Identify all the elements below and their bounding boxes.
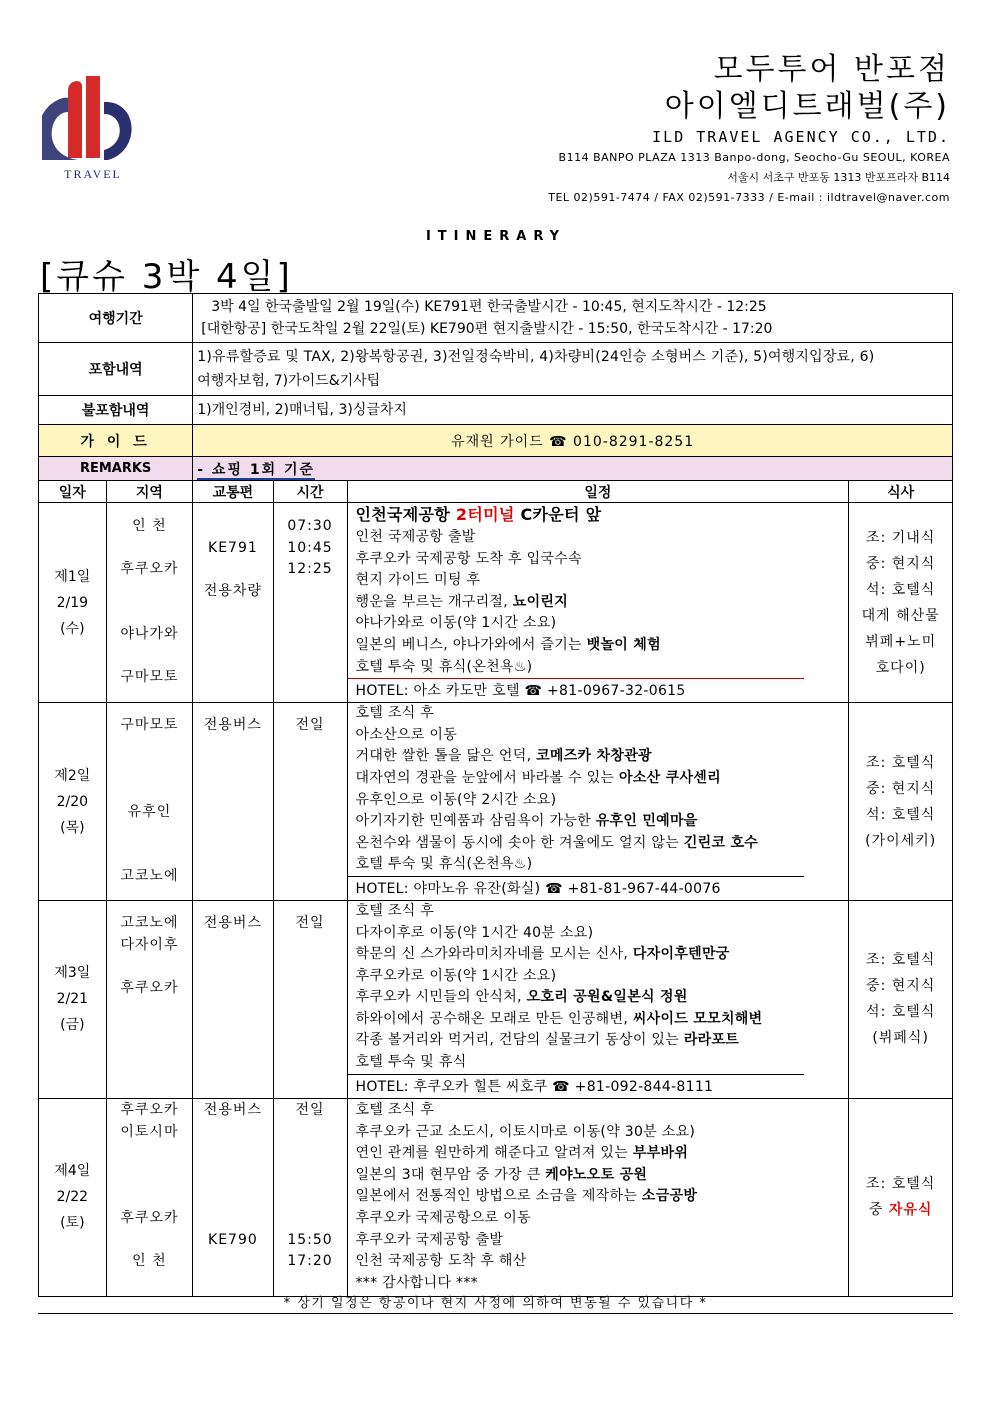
region-text: 다자이후 xyxy=(120,936,179,953)
guide-row xyxy=(39,425,953,457)
region-text xyxy=(107,1064,193,1086)
transport-cell xyxy=(193,900,273,1098)
schedule-line xyxy=(348,987,849,1009)
schedule-line xyxy=(348,1122,849,1144)
itinerary-table xyxy=(38,293,953,1297)
remarks-row xyxy=(39,457,953,481)
exclude-row xyxy=(39,396,953,425)
time-text xyxy=(274,802,347,824)
region-text: 구마모토 xyxy=(120,717,179,734)
time-text xyxy=(274,1143,347,1165)
transport-text xyxy=(193,956,272,978)
schedule-text: 야나가와로 이동(약 1시간 소요) xyxy=(355,615,557,632)
transport-cell xyxy=(193,703,273,901)
branch-name: 모두투어 반포점 xyxy=(713,52,950,87)
time-text xyxy=(274,1186,347,1208)
schedule-text: 후쿠오카 국제공항으로 이동 xyxy=(355,1209,531,1226)
schedule-text: 학문의 신 스가와라미치자네를 모시는 신사, xyxy=(355,946,633,963)
schedule-text: 호텔 투숙 및 휴식(온천욕♨) xyxy=(355,658,533,675)
schedule-text: 온천수와 샘물이 동시에 솟아 한 겨울에도 얼지 않는 xyxy=(355,834,684,851)
meal-text: 중 xyxy=(868,1202,889,1219)
transport-text xyxy=(193,559,272,581)
transport-text xyxy=(193,1186,272,1208)
meal-cell xyxy=(849,703,953,901)
meal-cell xyxy=(849,900,953,1098)
schedule-line xyxy=(348,944,849,966)
transport-text xyxy=(193,737,272,759)
schedule-text: 후쿠오카로 이동(약 1시간 소요) xyxy=(355,967,557,984)
exclude-label: 불포함내역 xyxy=(39,396,193,425)
day-weekday: (금) xyxy=(60,1017,85,1034)
day-weekday: (토) xyxy=(60,1215,85,1232)
schedule-cell xyxy=(347,1098,849,1296)
time-text: 12:25 xyxy=(287,561,333,578)
schedule-highlight: 2터미널 xyxy=(455,505,515,524)
day-label: 제3일 xyxy=(54,965,91,982)
schedule-line xyxy=(348,570,849,592)
transport-text xyxy=(193,603,272,625)
region-text xyxy=(107,1230,193,1252)
region-text xyxy=(107,1143,193,1165)
transport-text xyxy=(193,1122,272,1144)
day-row xyxy=(39,703,953,901)
contact-line: TEL 02)591-7474 / FAX 02)591-7333 / E-mail : ildtravel@naver.com xyxy=(548,191,950,204)
schedule-text: *** 감사합니다 *** xyxy=(355,1274,478,1291)
include-line-1: 1)유류할증료 및 TAX, 2)왕복항공권, 3)전일정숙박비, 4)차량비(24인승 소형버스 기준), 5)여행지입장료, 6) xyxy=(197,349,875,365)
schedule-line xyxy=(348,1230,849,1252)
meal-text: (뷔페식) xyxy=(872,1030,929,1047)
schedule-text: 행운을 부르는 개구리절, xyxy=(355,593,513,610)
company-name-en: ILD TRAVEL AGENCY CO., LTD. xyxy=(652,128,950,146)
schedule-line xyxy=(348,854,849,876)
time-text xyxy=(274,1064,347,1086)
meal-cell xyxy=(849,1098,953,1296)
region-text xyxy=(107,758,193,780)
guide-text: 유재원 가이드 ☎ 010-8291-8251 xyxy=(193,425,953,457)
column-header-row xyxy=(39,481,953,503)
schedule-text: 각종 볼거리와 먹거리, 건담의 실물크기 동상이 있는 xyxy=(355,1032,684,1049)
region-text xyxy=(107,737,193,759)
day-date-cell xyxy=(39,900,107,1098)
remarks-text: - 쇼핑 1회 기준 xyxy=(197,461,316,478)
region-text xyxy=(107,1186,193,1208)
region-text xyxy=(107,603,193,625)
time-text xyxy=(274,1042,347,1064)
schedule-line xyxy=(348,1165,849,1187)
day-date: 2/19 xyxy=(56,594,89,611)
schedule-text: 유후인으로 이동(약 2시간 소요) xyxy=(355,791,557,808)
transport-text xyxy=(193,823,272,845)
transport-text xyxy=(193,978,272,1000)
schedule-line xyxy=(348,527,849,549)
day-label: 제4일 xyxy=(54,1163,91,1180)
time-cell xyxy=(273,703,347,901)
time-text xyxy=(274,1122,347,1144)
guide-label: 가 이 드 xyxy=(39,425,193,457)
schedule-line xyxy=(348,1052,849,1074)
region-cell xyxy=(106,1098,193,1296)
time-text xyxy=(274,1208,347,1230)
transport-text xyxy=(193,935,272,957)
transport-text xyxy=(193,667,272,689)
remarks-label: REMARKS xyxy=(39,457,193,481)
period-line-1: 3박 4일 한국출발일 2월 19일(수) KE791편 한국출발시간 - 10:45, 현지도착시간 - 12:25 xyxy=(211,299,767,315)
schedule-bold: 아소산 쿠사센리 xyxy=(619,769,721,786)
schedule-text: 아기자기한 민예품과 삼림욕이 가능한 xyxy=(355,813,596,830)
include-line-2: 여행자보험, 7)가이드&기사팁 xyxy=(197,373,381,389)
schedule-line xyxy=(348,635,849,657)
schedule-bold: 유후인 민예마을 xyxy=(595,813,698,830)
schedule-line xyxy=(348,592,849,614)
time-text: 전일 xyxy=(295,717,325,734)
schedule-text: 인천 국제공항 출발 xyxy=(355,529,476,545)
meal-text: 중: 현지식 xyxy=(866,978,936,995)
day-weekday: (수) xyxy=(60,620,85,637)
schedule-line xyxy=(348,613,849,635)
region-text: 후쿠오카 xyxy=(120,561,179,578)
schedule-text: 호텔 조식 후 xyxy=(355,902,435,919)
region-text: 구마모토 xyxy=(120,669,179,686)
transport-text: 전용버스 xyxy=(203,914,262,931)
schedule-line xyxy=(348,503,849,527)
meal-text: 조: 호텔식 xyxy=(866,1176,936,1193)
transport-text: KE790 xyxy=(208,1231,258,1248)
meal-text: 뷔페+노미 xyxy=(865,633,937,650)
meal-text: (가이세키) xyxy=(865,832,937,849)
schedule-bold: 오호리 공원&일본식 정원 xyxy=(526,989,688,1006)
time-text xyxy=(274,1021,347,1043)
schedule-bold: 소금공방 xyxy=(641,1188,698,1205)
day-label: 제1일 xyxy=(54,568,91,585)
time-text xyxy=(274,956,347,978)
region-text xyxy=(107,999,193,1021)
period-line-2: [대한항공] 한국도착일 2월 22일(토) KE790편 현지출발시간 - 15:50, 한국도착시간 - 17:20 xyxy=(201,321,773,337)
schedule-line xyxy=(348,790,849,812)
schedule-text: 하와이에서 공수해온 모래로 만든 인공해변, xyxy=(355,1010,633,1027)
region-text xyxy=(107,646,193,668)
region-cell xyxy=(106,900,193,1098)
transport-text xyxy=(193,845,272,867)
meal-free-highlight: 자유식 xyxy=(888,1202,933,1219)
time-text xyxy=(274,978,347,1000)
col-region: 지역 xyxy=(106,481,193,503)
time-cell xyxy=(273,1098,347,1296)
itinerary-heading: ITINERARY xyxy=(425,229,567,244)
schedule-text: 다자이후로 이동(약 1시간 40분 소요) xyxy=(355,924,594,941)
schedule-bold: 뇨이린지 xyxy=(512,593,569,610)
time-text: 07:30 xyxy=(287,518,333,535)
schedule-line xyxy=(348,725,849,747)
schedule-line xyxy=(348,746,849,768)
time-text xyxy=(274,999,347,1021)
transport-text xyxy=(193,1042,272,1064)
schedule-line xyxy=(348,1208,849,1230)
company-name-kr: 아이엘디트래벌(주) xyxy=(664,89,950,124)
col-time: 시간 xyxy=(273,481,347,503)
meal-text: 중: 현지식 xyxy=(866,555,936,572)
schedule-line xyxy=(348,1143,849,1165)
transport-cell xyxy=(193,1098,273,1296)
schedule-bold: 부부바위 xyxy=(632,1145,689,1162)
time-text xyxy=(274,823,347,845)
time-text xyxy=(274,581,347,603)
day-date: 2/21 xyxy=(56,991,89,1008)
region-text: 이토시마 xyxy=(120,1123,179,1140)
schedule-cell xyxy=(347,900,849,1098)
schedule-text: 일본에서 전통적인 방법으로 소금을 제작하는 xyxy=(355,1188,642,1205)
region-text: 고코노에 xyxy=(120,868,179,885)
col-meal: 식사 xyxy=(849,481,953,503)
region-text xyxy=(107,581,193,603)
transport-text xyxy=(193,646,272,668)
schedule-text: 인천 국제공항 도착 후 해산 xyxy=(355,1253,527,1270)
schedule-text: 대자연의 경관을 눈앞에서 바라볼 수 있는 xyxy=(355,769,620,786)
meal-text: 호다이) xyxy=(875,659,926,676)
region-text: 인 천 xyxy=(132,1253,167,1270)
transport-text xyxy=(193,780,272,802)
time-text: 전일 xyxy=(295,1101,325,1118)
schedule-text: 일본의 베니스, 야나가와에서 즐기는 xyxy=(355,636,587,653)
region-text: 후쿠오카 xyxy=(120,1209,179,1226)
region-text xyxy=(107,1021,193,1043)
col-schedule: 일정 xyxy=(347,481,849,503)
schedule-line xyxy=(348,1030,849,1052)
schedule-bold: 케야노오토 공원 xyxy=(545,1166,648,1183)
schedule-text: 후쿠오카 국제공항 출발 xyxy=(355,1231,504,1248)
company-info xyxy=(548,52,950,208)
region-text: 후쿠오카 xyxy=(120,1101,179,1118)
meal-text xyxy=(849,1197,952,1223)
schedule-text: 일본의 3대 현무암 중 가장 큰 xyxy=(355,1166,546,1183)
region-text: 인 천 xyxy=(132,518,167,535)
col-date: 일자 xyxy=(39,481,107,503)
schedule-text: 거대한 쌀한 톨을 닮은 언덕, xyxy=(355,748,537,765)
svg-text:TRAVEL: TRAVEL xyxy=(64,167,122,181)
meal-cell xyxy=(849,503,953,703)
schedule-text: 아소산으로 이동 xyxy=(355,726,458,743)
time-text xyxy=(274,780,347,802)
time-text xyxy=(274,1165,347,1187)
region-text: 야나가와 xyxy=(120,626,179,643)
schedule-text: 호텔 조식 후 xyxy=(355,705,435,722)
hotel-line: HOTEL: 아소 카도만 호텔 ☎ +81-0967-32-0615 xyxy=(348,678,805,702)
meal-text: 석: 호텔식 xyxy=(866,806,936,823)
schedule-line xyxy=(348,1009,849,1031)
transport-text xyxy=(193,1208,272,1230)
time-text: 15:50 xyxy=(287,1231,333,1248)
time-text xyxy=(274,603,347,625)
address-kr: 서울시 서초구 반포동 1313 반포프라자 B114 xyxy=(727,171,950,184)
time-text xyxy=(274,758,347,780)
transport-text xyxy=(193,758,272,780)
days-body xyxy=(39,503,953,1297)
transport-text: 전용버스 xyxy=(203,1101,262,1118)
schedule-cell xyxy=(347,503,849,703)
schedule-bold: 다자이후텐만궁 xyxy=(632,946,730,963)
region-text xyxy=(107,780,193,802)
ild-travel-logo xyxy=(38,72,148,184)
schedule-text: 호텔 투숙 및 휴식(온천욕♨) xyxy=(355,856,533,873)
hotel-line: HOTEL: 야마노유 유잔(화실) ☎ +81-81-967-44-0076 xyxy=(348,876,805,900)
schedule-text: 인천국제공항 xyxy=(355,505,456,524)
time-text xyxy=(274,866,347,888)
region-text: 후쿠오카 xyxy=(120,979,179,996)
day-row xyxy=(39,1098,953,1296)
region-text xyxy=(107,1165,193,1187)
time-text: 17:20 xyxy=(287,1253,333,1270)
day-date: 2/22 xyxy=(56,1189,89,1206)
schedule-text: C카운터 앞 xyxy=(514,505,602,524)
region-text xyxy=(107,956,193,978)
day-label: 제2일 xyxy=(54,767,91,784)
transport-text xyxy=(193,866,272,888)
schedule-line xyxy=(348,657,849,679)
schedule-line xyxy=(348,923,849,945)
meal-text: 조: 기내식 xyxy=(866,529,936,546)
period-label: 여행기간 xyxy=(39,294,193,343)
schedule-line xyxy=(348,703,849,725)
transport-text xyxy=(193,1064,272,1086)
schedule-line xyxy=(348,549,849,571)
include-label: 포함내역 xyxy=(39,343,193,396)
schedule-line xyxy=(348,1186,849,1208)
transport-text: 전용차량 xyxy=(203,582,262,599)
schedule-line xyxy=(348,768,849,790)
schedule-bold: 씨사이드 모모치해변 xyxy=(632,1010,763,1027)
col-transport: 교통편 xyxy=(193,481,273,503)
schedule-line xyxy=(348,1251,849,1273)
time-text xyxy=(274,624,347,646)
schedule-bold: 긴린코 호수 xyxy=(683,834,759,851)
transport-text xyxy=(193,802,272,824)
transport-text xyxy=(193,1251,272,1273)
schedule-line xyxy=(348,833,849,855)
footnote: * 상기 일정은 항공이나 현지 사정에 의하여 변동될 수 있습니다 * xyxy=(38,1292,953,1314)
schedule-line xyxy=(348,1100,849,1122)
day-date-cell xyxy=(39,703,107,901)
transport-cell xyxy=(193,503,273,703)
meal-text: 석: 호텔식 xyxy=(866,581,936,598)
region-text xyxy=(107,823,193,845)
schedule-text: 호텔 조식 후 xyxy=(355,1101,435,1118)
transport-text xyxy=(193,1165,272,1187)
schedule-bold: 라라포트 xyxy=(683,1032,740,1049)
transport-text xyxy=(193,1143,272,1165)
transport-text xyxy=(193,516,272,538)
meal-text: 조: 호텔식 xyxy=(866,952,936,969)
transport-text xyxy=(193,624,272,646)
region-text: 고코노에 xyxy=(120,914,179,931)
address-en: B114 BANPO PLAZA 1313 Banpo-dong, Seocho-Gu SEOUL, KOREA xyxy=(558,151,950,164)
hotel-line: HOTEL: 후쿠오카 힐튼 씨호쿠 ☎ +81-092-844-8111 xyxy=(348,1074,805,1098)
transport-text: KE791 xyxy=(208,539,258,556)
schedule-cell xyxy=(347,703,849,901)
meal-text: 조: 호텔식 xyxy=(866,754,936,771)
region-text xyxy=(107,538,193,560)
day-date: 2/20 xyxy=(56,793,89,810)
schedule-text: 후쿠오카 시민들의 안식처, xyxy=(355,989,527,1006)
transport-text xyxy=(193,999,272,1021)
day-row xyxy=(39,900,953,1098)
time-text: 10:45 xyxy=(287,539,333,556)
time-cell xyxy=(273,900,347,1098)
time-text xyxy=(274,646,347,668)
day-date-cell xyxy=(39,1098,107,1296)
meal-text: 대게 해산물 xyxy=(861,607,940,624)
region-text: 유후인 xyxy=(127,803,172,820)
transport-text: 전용버스 xyxy=(203,717,262,734)
schedule-text: 후쿠오카 국제공항 도착 후 입국수속 xyxy=(355,550,582,567)
include-row xyxy=(39,343,953,396)
time-text xyxy=(274,845,347,867)
transport-text xyxy=(193,1021,272,1043)
region-text xyxy=(107,845,193,867)
day-weekday: (목) xyxy=(60,819,85,836)
day-row xyxy=(39,503,953,703)
schedule-text: 후쿠오카 근교 소도시, 이토시마로 이동(약 30분 소요) xyxy=(355,1123,696,1140)
region-cell xyxy=(106,703,193,901)
region-text xyxy=(107,1042,193,1064)
day-date-cell xyxy=(39,503,107,703)
time-text xyxy=(274,667,347,689)
exclude-text: 1)개인경비, 2)매너팁, 3)싱글차지 xyxy=(193,396,953,425)
schedule-bold: 코메즈카 차창관광 xyxy=(536,748,652,765)
schedule-line xyxy=(348,811,849,833)
time-cell xyxy=(273,503,347,703)
schedule-bold: 뱃놀이 체험 xyxy=(586,636,661,653)
schedule-text: 연인 관계를 원만하게 해준다고 알려져 있는 xyxy=(355,1145,633,1162)
schedule-text: 호텔 투숙 및 휴식 xyxy=(355,1054,467,1071)
schedule-line xyxy=(348,901,849,923)
schedule-line xyxy=(348,966,849,988)
period-row xyxy=(39,294,953,343)
page-title: [큐슈 3박 4일] xyxy=(40,257,293,297)
time-text xyxy=(274,935,347,957)
time-text xyxy=(274,737,347,759)
time-text: 전일 xyxy=(295,914,325,931)
meal-text: 중: 현지식 xyxy=(866,780,936,797)
meal-text: 석: 호텔식 xyxy=(866,1004,936,1021)
schedule-text: 현지 가이드 미팅 후 xyxy=(355,572,481,589)
region-cell xyxy=(106,503,193,703)
